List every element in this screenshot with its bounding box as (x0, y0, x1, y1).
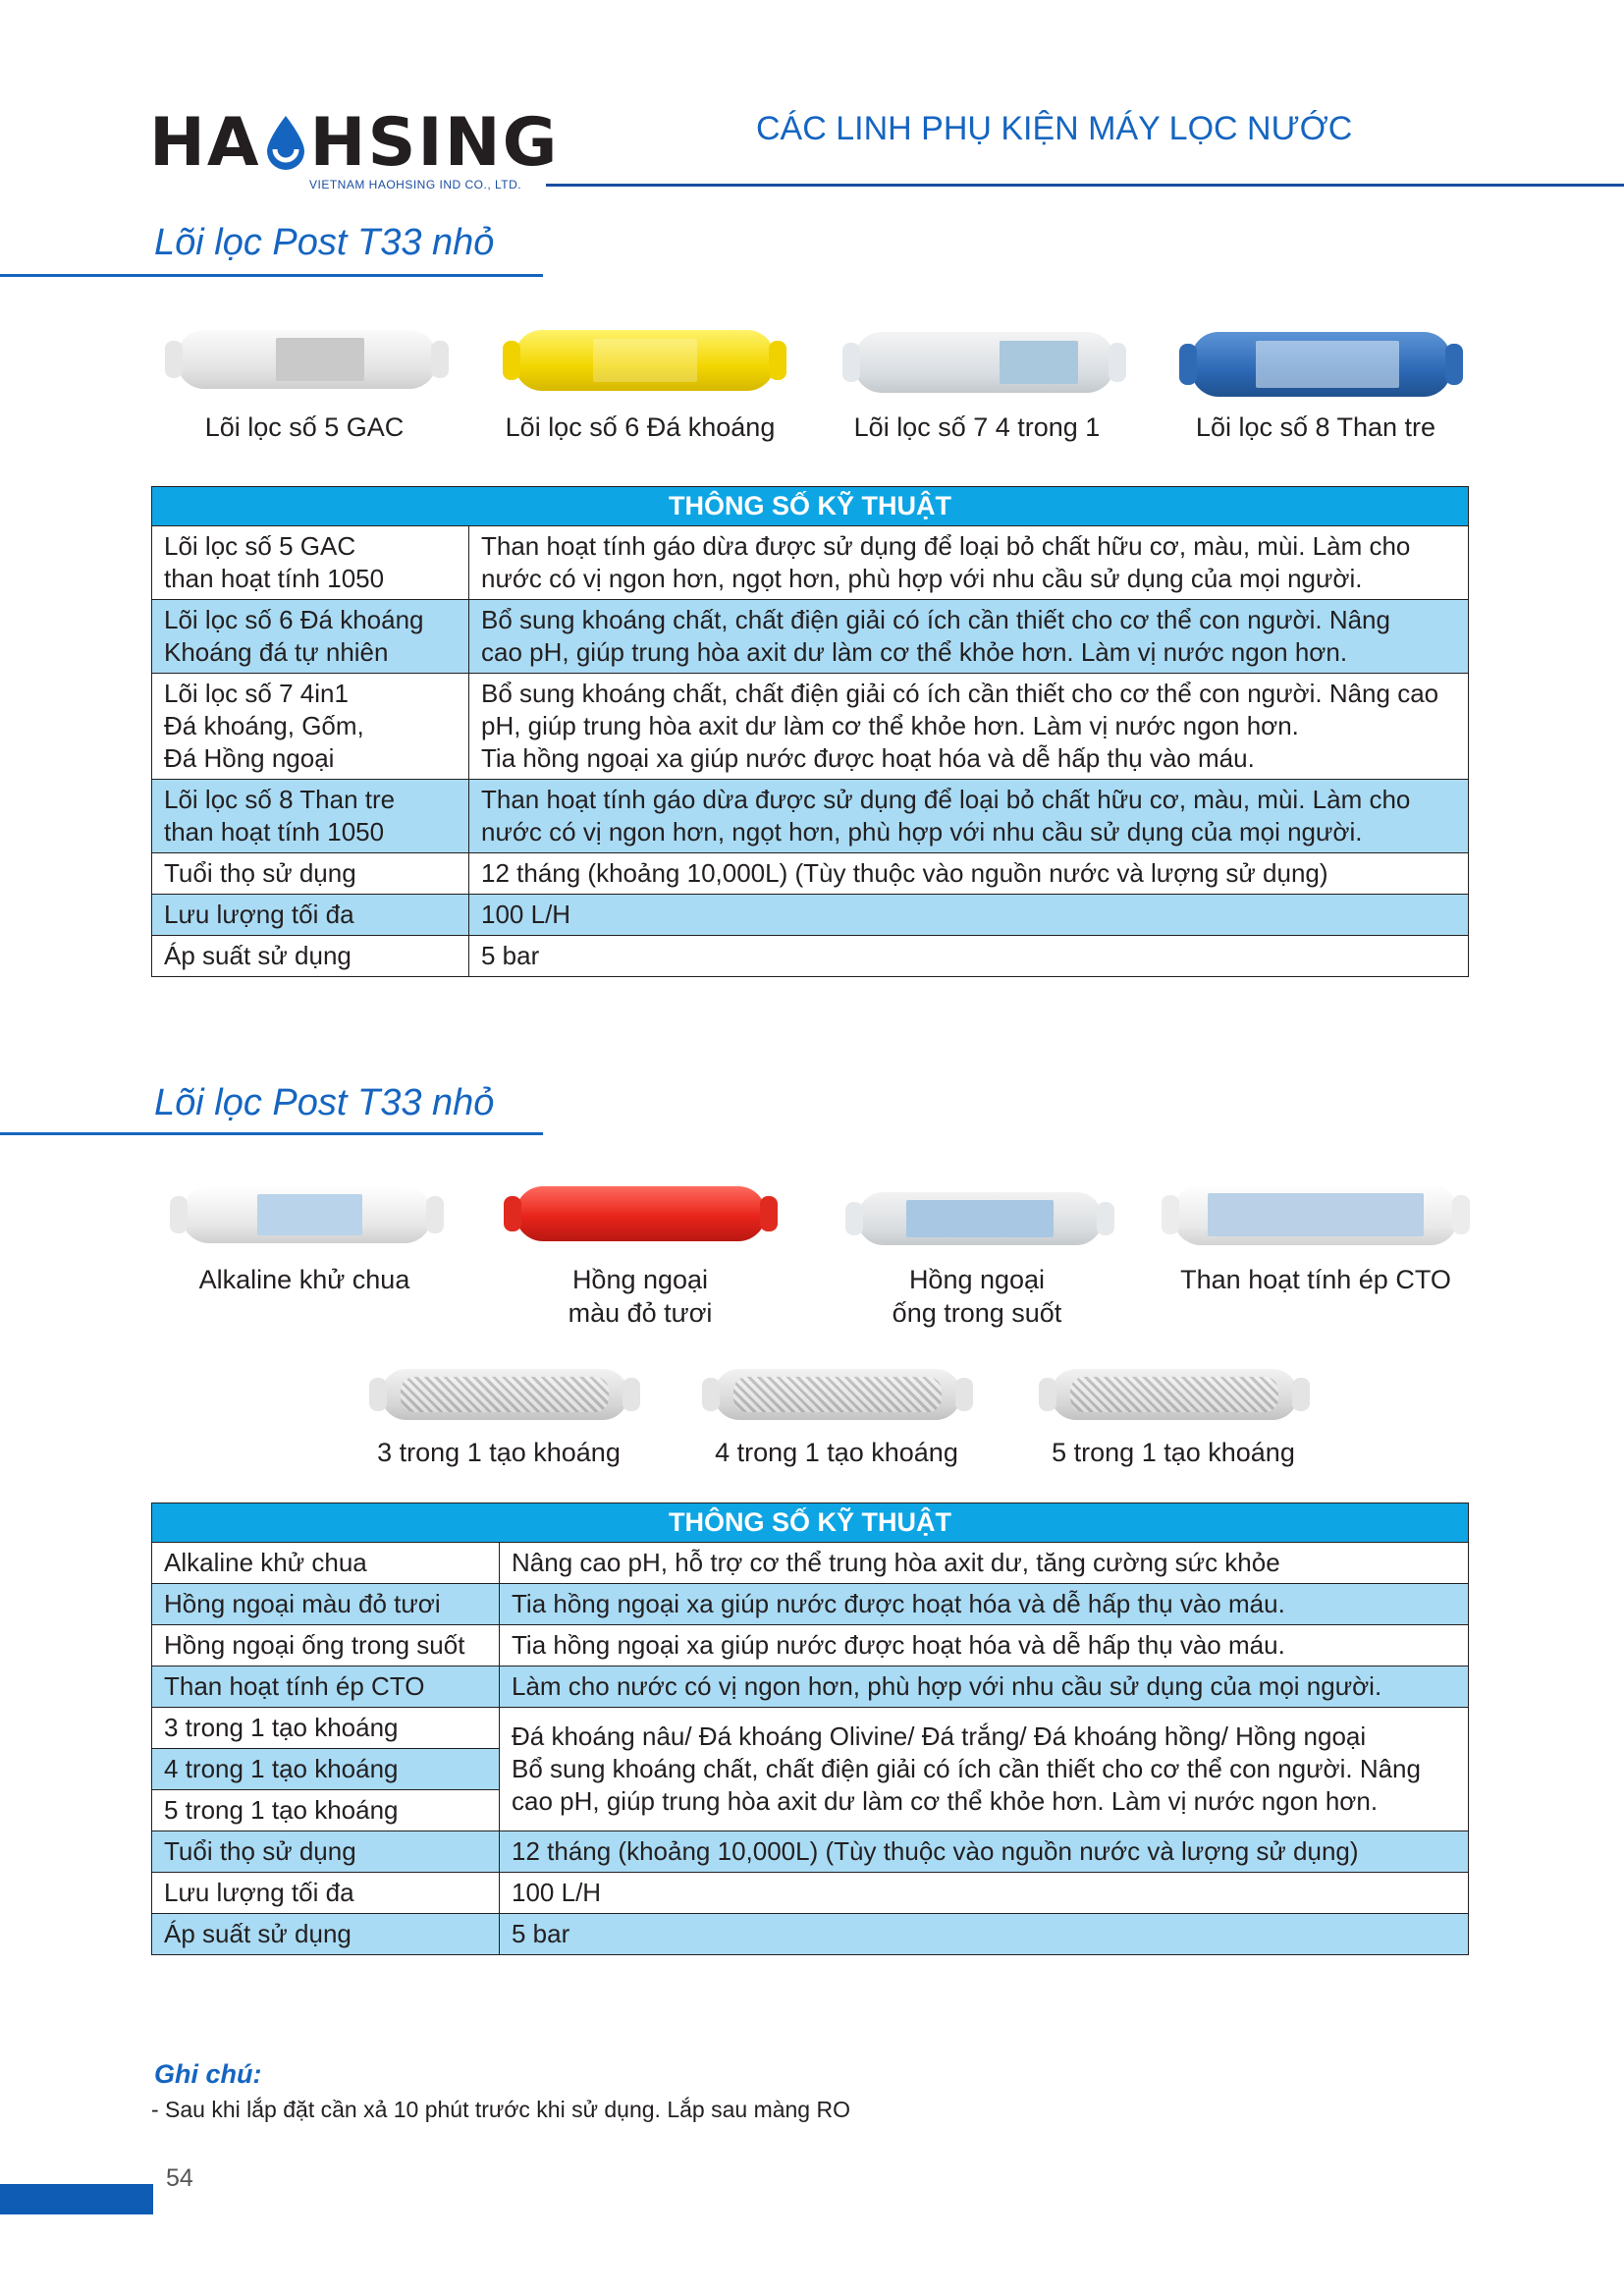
table-row (152, 1667, 1469, 1708)
section2-underline (0, 1132, 543, 1135)
table-row (152, 1831, 1469, 1873)
table-key: Lưu lượng tối đa (152, 895, 469, 936)
table-key: Alkaline khử chua (152, 1543, 500, 1584)
logo-text-left: HA (149, 104, 261, 182)
table-value: Than hoạt tính gáo dừa được sử dụng để loại bỏ chất hữu cơ, màu, mùi. Làm cho nước có vị ngon hơn, ngọt hơn, phù hợp với nhu cầu sử dụng của mọi người. (469, 780, 1469, 853)
filter-caption: Lõi lọc số 8 Than tre (1195, 412, 1436, 442)
filter-caption: Lõi lọc số 5 GAC (204, 412, 405, 442)
table-row (152, 853, 1469, 895)
section2-title: Lõi lọc Post T33 nhỏ (154, 1082, 495, 1123)
table-row (152, 780, 1469, 853)
table-row (152, 600, 1469, 674)
table-key: 4 trong 1 tạo khoáng (152, 1749, 500, 1790)
filter-caption: 5 trong 1 tạo khoáng (1052, 1438, 1295, 1467)
table-row (152, 936, 1469, 977)
table-value: 100 L/H (500, 1873, 1469, 1914)
filter-image-4in1 (854, 332, 1114, 393)
table-key: 3 trong 1 tạo khoáng (152, 1708, 500, 1749)
company-logo (149, 104, 560, 191)
table-value: 100 L/H (469, 895, 1469, 936)
filter-caption: Hồng ngoại màu đỏ tươi (568, 1265, 713, 1328)
table-value: Tia hồng ngoại xa giúp nước được hoạt hóa và dễ hấp thụ vào máu. (500, 1584, 1469, 1625)
table-key: Lưu lượng tối đa (152, 1873, 500, 1914)
table-header: THÔNG SỐ KỸ THUẬT (152, 487, 1469, 526)
spec-table-1 (151, 486, 1469, 977)
table-header-row (152, 487, 1469, 526)
table-value: 5 bar (500, 1914, 1469, 1955)
table-key: Lõi lọc số 5 GAC than hoạt tính 1050 (152, 526, 469, 600)
table-row (152, 674, 1469, 780)
table-key: Lõi lọc số 6 Đá khoáng Khoáng đá tự nhiên (152, 600, 469, 674)
filter-caption: Than hoạt tính ép CTO (1180, 1265, 1451, 1294)
filter-image-3in1 (381, 1369, 628, 1420)
filter-image-alkaline (182, 1186, 432, 1243)
table-value: Làm cho nước có vị ngon hơn, phù hợp với nhu cầu sử dụng của mọi người. (500, 1667, 1469, 1708)
filter-image-bamboo (1191, 332, 1451, 397)
table-row (152, 1708, 1469, 1749)
water-drop-icon (261, 114, 310, 173)
table-row (152, 1543, 1469, 1584)
filter-caption: Hồng ngoại ống trong suốt (892, 1265, 1062, 1328)
filter-image-5in1 (1051, 1369, 1298, 1420)
table-value: Than hoạt tính gáo dừa được sử dụng để loại bỏ chất hữu cơ, màu, mùi. Làm cho nước có vị ngon hơn, ngọt hơn, phù hợp với nhu cầu sử dụng của mọi người. (469, 526, 1469, 600)
page-header-title: CÁC LINH PHỤ KIỆN MÁY LỌC NƯỚC (756, 110, 1353, 147)
table-row (152, 526, 1469, 600)
filter-image-red-infrared (515, 1186, 766, 1241)
table-key: Hồng ngoại màu đỏ tươi (152, 1584, 500, 1625)
filter-caption: Alkaline khử chua (198, 1265, 410, 1294)
table-value-merged: Đá khoáng nâu/ Đá khoáng Olivine/ Đá trắng/ Đá khoáng hồng/ Hồng ngoại Bổ sung khoáng chất, chất điện giải có ích cần thiết cho cơ thể con người. Nâng cao pH, giúp trung hòa axit dư làm cơ thể khỏe hơn. Làm vị nước ngon hơn. (500, 1708, 1469, 1831)
table-key: Lõi lọc số 8 Than tre than hoạt tính 1050 (152, 780, 469, 853)
table-header: THÔNG SỐ KỸ THUẬT (152, 1503, 1469, 1543)
table-value: 12 tháng (khoảng 10,000L) (Tùy thuộc vào nguồn nước và lượng sử dụng) (500, 1831, 1469, 1873)
table-header-row (152, 1503, 1469, 1543)
table-key: Áp suất sử dụng (152, 1914, 500, 1955)
logo-text-right: HSING (309, 104, 560, 182)
table-value: Nâng cao pH, hỗ trợ cơ thể trung hòa axit dư, tăng cường sức khỏe (500, 1543, 1469, 1584)
filter-image-gac (177, 330, 437, 389)
table-key: 5 trong 1 tạo khoáng (152, 1790, 500, 1831)
filter-caption: 3 trong 1 tạo khoáng (377, 1438, 621, 1467)
table-value: Bổ sung khoáng chất, chất điện giải có ích cần thiết cho cơ thể con người. Nâng cao pH, giúp trung hòa axit dư làm cơ thể khỏe hơn. Làm vị nước ngon hơn. Tia hồng ngoại xa giúp nước được hoạt hóa và dễ hấp thụ vào máu. (469, 674, 1469, 780)
table-value: 12 tháng (khoảng 10,000L) (Tùy thuộc vào nguồn nước và lượng sử dụng) (469, 853, 1469, 895)
filter-image-cto (1173, 1184, 1458, 1245)
filter-caption: Lõi lọc số 7 4 trong 1 (853, 412, 1101, 442)
section1-underline (0, 274, 543, 277)
table-row (152, 1584, 1469, 1625)
table-row (152, 1914, 1469, 1955)
footer-bar (0, 2184, 153, 2214)
table-key: Tuổi thọ sử dụng (152, 1831, 500, 1873)
spec-table-2 (151, 1503, 1469, 1955)
table-key: Than hoạt tính ép CTO (152, 1667, 500, 1708)
table-key: Áp suất sử dụng (152, 936, 469, 977)
page-number: 54 (166, 2164, 193, 2192)
table-key: Lõi lọc số 7 4in1 Đá khoáng, Gốm, Đá Hồng ngoại (152, 674, 469, 780)
filter-image-4in1-mineral (714, 1369, 961, 1420)
table-key: Hồng ngoại ống trong suốt (152, 1625, 500, 1667)
filter-image-clear-infrared (857, 1192, 1103, 1245)
table-value: Tia hồng ngoại xa giúp nước được hoạt hóa và dễ hấp thụ vào máu. (500, 1625, 1469, 1667)
logo-subtitle: VIETNAM HAOHSING IND CO., LTD. (309, 178, 522, 191)
note-title: Ghi chú: (154, 2059, 262, 2089)
filter-caption: 4 trong 1 tạo khoáng (715, 1438, 958, 1467)
note-text: - Sau khi lắp đặt cần xả 10 phút trước khi sử dụng. Lắp sau màng RO (151, 2097, 850, 2122)
table-key: Tuổi thọ sử dụng (152, 853, 469, 895)
table-value: Bổ sung khoáng chất, chất điện giải có ích cần thiết cho cơ thể con người. Nâng cao pH, giúp trung hòa axit dư làm cơ thể khỏe hơn. Làm vị nước ngon hơn. (469, 600, 1469, 674)
filter-caption: Lõi lọc số 6 Đá khoáng (505, 412, 776, 442)
header-divider (546, 184, 1624, 187)
table-row (152, 1873, 1469, 1914)
table-row (152, 895, 1469, 936)
section1-title: Lõi lọc Post T33 nhỏ (154, 222, 495, 263)
table-value: 5 bar (469, 936, 1469, 977)
filter-image-mineral (514, 330, 775, 391)
table-row (152, 1625, 1469, 1667)
